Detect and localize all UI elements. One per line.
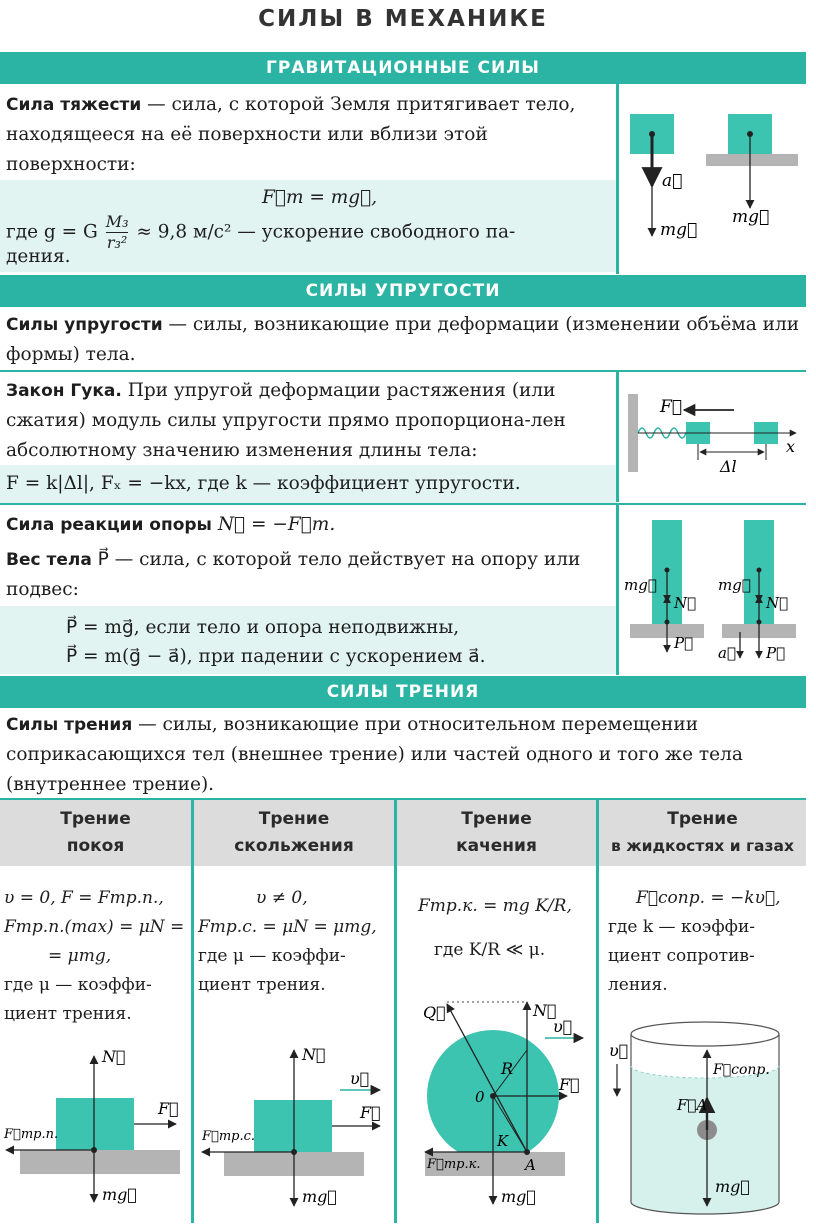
gravity-formula: F⃗т = mg⃗, bbox=[262, 187, 378, 208]
weight-divider bbox=[616, 505, 619, 675]
label-mg-2: mg⃗ bbox=[732, 207, 770, 227]
col-rolling-text bbox=[418, 884, 594, 972]
label-dl: Δl bbox=[720, 457, 737, 476]
rolling-label-A: A bbox=[525, 1156, 536, 1174]
label-P-b: P⃗ bbox=[766, 644, 786, 662]
col-static-line-3: = μmg, bbox=[48, 946, 112, 966]
reaction-line bbox=[6, 510, 610, 540]
section-heading-gravity: ГРАВИТАЦИОННЫЕ СИЛЫ bbox=[0, 52, 806, 84]
fluid-label-Fs: F⃗сопр. bbox=[713, 1062, 770, 1078]
gravity-diagram bbox=[620, 86, 806, 272]
col-rolling-line-2: где K/R ≪ μ. bbox=[434, 940, 546, 960]
spring-diagram bbox=[620, 376, 806, 500]
static-label-F: F⃗ bbox=[158, 1099, 179, 1118]
hooke-law bbox=[6, 376, 610, 466]
col-sliding-line-1: υ ≠ 0, bbox=[256, 888, 308, 908]
col-head-fluid bbox=[599, 800, 806, 866]
sliding-friction-diagram bbox=[194, 1040, 394, 1220]
rolling-label-O: 0 bbox=[475, 1088, 485, 1106]
col-static-line-2: Fтр.п.(max) = μN = bbox=[4, 917, 185, 937]
label-mg-b: mg⃗ bbox=[718, 576, 751, 594]
static-block bbox=[56, 1098, 134, 1150]
weight-formula-2: P⃗ = m(g⃗ − a⃗), при падении с ускорением a⃗. bbox=[66, 646, 486, 667]
col-head-static bbox=[0, 800, 191, 866]
fluid-label-FA: F⃗A bbox=[677, 1096, 708, 1114]
page-title: СИЛЫ В МЕХАНИКЕ bbox=[258, 6, 548, 32]
label-x: x bbox=[786, 437, 796, 456]
hooke-divider bbox=[616, 372, 619, 502]
rolling-label-F: F⃗ bbox=[559, 1075, 580, 1094]
sliding-label-F: F⃗ bbox=[360, 1103, 381, 1122]
col-sliding-line-3: где μ — коэффи- bbox=[198, 946, 346, 966]
gravity-fraction bbox=[106, 212, 129, 253]
col-head-fluid-1: Трение bbox=[667, 809, 738, 829]
elastic-term: Силы упругости bbox=[6, 315, 163, 335]
hooke-formula: F = k|Δl|, Fₓ = −kx, где k — коэффициент упругости. bbox=[6, 473, 521, 494]
label-a: a⃗ bbox=[662, 171, 683, 191]
elastic-separator-1 bbox=[0, 370, 806, 372]
col-head-rolling bbox=[397, 800, 596, 866]
rolling-label-K: K bbox=[497, 1132, 509, 1150]
elastic-separator-2 bbox=[0, 503, 806, 505]
col-head-static-1: Трение bbox=[60, 809, 131, 829]
hooke-term: Закон Гука. bbox=[6, 381, 122, 401]
elastic-definition bbox=[6, 310, 806, 370]
label-N-a: N⃗ bbox=[674, 594, 697, 612]
wall bbox=[628, 394, 638, 472]
friction-definition-text: — силы, возникающие при относительном перемещении соприкасающихся тел (внешнее трение) или частей одного и того же тела (внутреннее трение). bbox=[6, 714, 743, 795]
gravity-where-prefix: где g = G bbox=[6, 221, 98, 243]
col-fluid-text bbox=[608, 884, 806, 1000]
section-heading-elastic: СИЛЫ УПРУГОСТИ bbox=[0, 275, 806, 307]
static-label-mg: mg⃗ bbox=[102, 1185, 138, 1204]
weight-text: P⃗ — сила, с которой тело действует на опору или подвес: bbox=[6, 549, 581, 600]
rolling-label-Ftr: F⃗тр.к. bbox=[427, 1157, 481, 1172]
gravity-definition-text: — сила, с которой Земля притягивает тело, находящееся на её поверхности или вблизи этой поверхности: bbox=[6, 94, 576, 175]
ground-surface bbox=[706, 154, 798, 166]
label-F: F⃗ bbox=[660, 397, 682, 417]
col-head-static-2: покоя bbox=[66, 836, 125, 856]
sliding-label-mg: mg⃗ bbox=[302, 1187, 338, 1206]
col-fluid-line-3: циент сопротив- bbox=[608, 946, 755, 966]
section-heading-friction: СИЛЫ ТРЕНИЯ bbox=[0, 676, 806, 708]
gravity-fraction-num: M₃ bbox=[105, 212, 129, 231]
reaction-formula: N⃗ = −F⃗т. bbox=[211, 514, 336, 535]
static-friction-diagram bbox=[0, 1040, 190, 1220]
vessel-top bbox=[631, 1022, 779, 1046]
col-static-line-5: циент трения. bbox=[4, 1004, 132, 1024]
fluid-friction-diagram bbox=[599, 1010, 806, 1222]
label-a-b: a⃗ bbox=[718, 644, 736, 662]
weight-definition bbox=[6, 545, 610, 605]
label-mg-1: mg⃗ bbox=[660, 220, 698, 240]
support-diagram bbox=[620, 508, 806, 674]
gravity-where-suffix: ≈ 9,8 м/с² — ускорение свободного па- bbox=[130, 221, 516, 243]
col-head-sliding-2: скольжения bbox=[234, 836, 354, 856]
gravity-divider bbox=[616, 84, 619, 274]
rolling-label-N: N⃗ bbox=[533, 1001, 557, 1020]
static-ground bbox=[20, 1150, 180, 1174]
label-P-a: P⃗ bbox=[674, 634, 694, 652]
fluid-label-mg: mg⃗ bbox=[715, 1177, 751, 1196]
static-label-Ftr: F⃗тр.п. bbox=[4, 1127, 59, 1142]
col-sliding-text bbox=[198, 884, 394, 1000]
col-head-fluid-2: в жидкостях и газах bbox=[611, 837, 794, 855]
gravity-where bbox=[6, 212, 616, 253]
gravity-where-end: дения. bbox=[6, 246, 71, 267]
col-static-line-1: υ = 0, F = Fтр.п., bbox=[4, 888, 164, 908]
label-N-b: N⃗ bbox=[766, 594, 789, 612]
elastic-definition-text: — силы, возникающие при деформации (изменении объёма или формы) тела. bbox=[6, 314, 800, 365]
reaction-term: Сила реакции опоры bbox=[6, 515, 212, 535]
col-fluid-line-1: F⃗сопр. = −kυ⃗, bbox=[636, 888, 781, 908]
friction-definition bbox=[6, 710, 806, 800]
weight-formula-1: P⃗ = mg⃗, если тело и опора неподвижны, bbox=[66, 617, 460, 638]
col-fluid-line-4: ления. bbox=[608, 975, 668, 995]
sliding-label-v: υ⃗ bbox=[350, 1069, 370, 1088]
sliding-block bbox=[254, 1100, 332, 1152]
col-static-line-4: где μ — коэффи- bbox=[4, 975, 152, 995]
col-rolling-line-1: Fтр.к. = mg K/R, bbox=[418, 896, 572, 916]
col-sliding-line-2: Fтр.с. = μN = μmg, bbox=[198, 917, 377, 937]
label-mg-a: mg⃗ bbox=[624, 576, 657, 594]
fluid-label-v: υ⃗ bbox=[609, 1041, 629, 1060]
gravity-term: Сила тяжести bbox=[6, 95, 142, 115]
col-sliding-line-4: циент трения. bbox=[198, 975, 326, 995]
col-fluid-line-2: где k — коэффи- bbox=[608, 917, 756, 937]
rolling-friction-diagram bbox=[397, 990, 596, 1222]
col-head-rolling-2: качения bbox=[456, 836, 537, 856]
hooke-text: При упругой деформации растяжения (или сжатия) модуль силы упругости прямо пропорциона-лен абсолютному значению изменения длины тела: bbox=[6, 380, 566, 461]
gravity-definition bbox=[6, 90, 610, 180]
weight-term: Вес тела bbox=[6, 550, 92, 570]
col-static-text bbox=[4, 884, 190, 1029]
rolling-label-v: υ⃗ bbox=[553, 1017, 573, 1036]
friction-term: Силы трения bbox=[6, 715, 133, 735]
rolling-label-mg: mg⃗ bbox=[501, 1187, 537, 1206]
col-head-rolling-1: Трение bbox=[461, 809, 532, 829]
sliding-label-Ftr: F⃗тр.с. bbox=[202, 1129, 256, 1144]
col-head-sliding-1: Трение bbox=[258, 809, 330, 829]
static-label-N: N⃗ bbox=[102, 1047, 126, 1066]
sliding-label-N: N⃗ bbox=[302, 1045, 326, 1064]
vessel-liquid bbox=[631, 1066, 779, 1214]
gravity-fraction-den: r₃² bbox=[106, 233, 128, 252]
rolling-label-R: R bbox=[501, 1059, 514, 1078]
col-head-sliding bbox=[194, 800, 394, 866]
rolling-label-Q: Q⃗ bbox=[423, 1003, 446, 1022]
